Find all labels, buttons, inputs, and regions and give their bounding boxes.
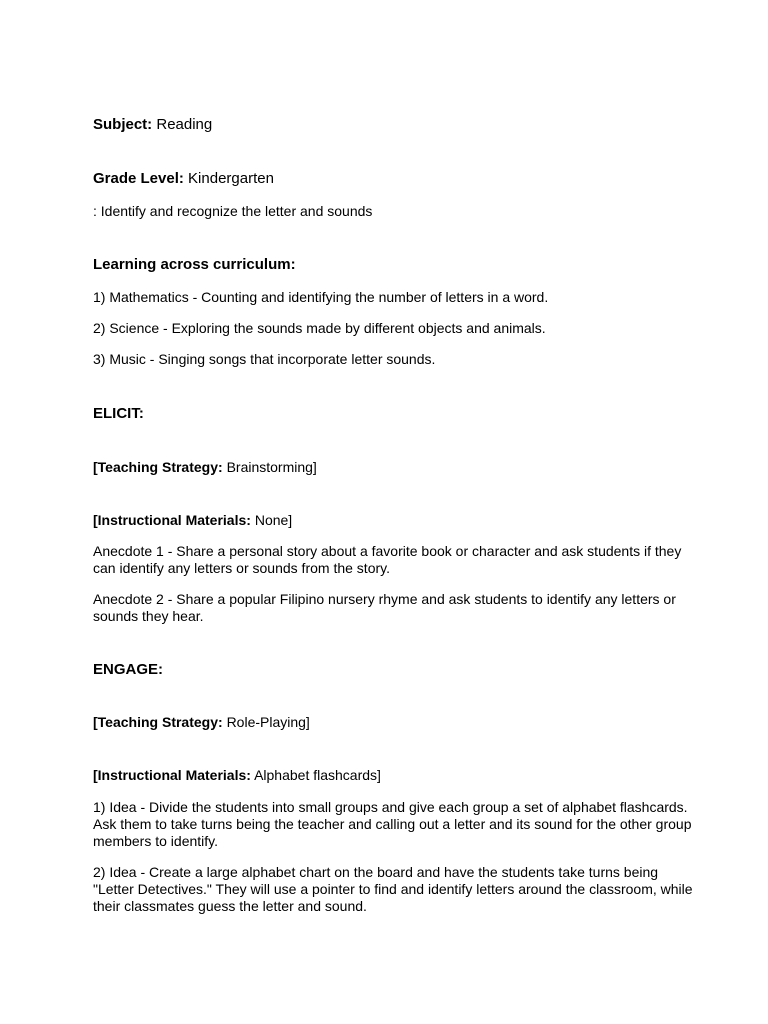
elicit-materials-line — [93, 513, 292, 527]
engage-strategy-label: Teaching Strategy: — [97, 714, 223, 730]
elicit-materials-value: None] — [254, 512, 293, 528]
engage-heading — [93, 662, 163, 677]
engage-materials-value: Alphabet flashcards] — [254, 767, 381, 783]
elicit-materials-bracket: [ — [93, 512, 98, 528]
grade-level-line — [93, 171, 274, 186]
elicit-strategy-label: Teaching Strategy: — [97, 459, 223, 475]
subject-label: Subject: — [93, 116, 153, 133]
grade-level-value: Kindergarten — [188, 170, 274, 187]
engage-strategy-bracket: [ — [93, 714, 98, 730]
learning-across-heading-text: Learning across curriculum: — [93, 256, 296, 273]
subject-value: Reading — [156, 116, 213, 133]
subject-line — [93, 117, 212, 132]
elicit-heading-text: ELICIT: — [93, 405, 144, 422]
engage-materials-bracket: [ — [93, 767, 98, 783]
engage-materials-line — [93, 768, 381, 782]
engage-materials-label: Instructional Materials: — [97, 767, 251, 783]
engage-strategy-value: Role-Playing] — [226, 714, 310, 730]
idea-paragraph: 1) Idea - Divide the students into small groups and give each group a set of alphabet flashcards. Ask them to take turns being the teacher and calling out a letter and its sound for the other group members to identify. — [93, 799, 692, 849]
curriculum-item: 3) Music - Singing songs that incorporate letter sounds. — [93, 351, 436, 367]
curriculum-item: 2) Science - Exploring the sounds made by different objects and animals. — [93, 320, 546, 336]
elicit-strategy-line — [93, 460, 317, 474]
learning-across-heading — [93, 257, 296, 272]
elicit-materials-label: Instructional Materials: — [97, 512, 251, 528]
engage-strategy-line — [93, 715, 310, 729]
anecdote-paragraph: Anecdote 1 - Share a personal story about a favorite book or character and ask students if they can identify any letters or sounds from the story. — [93, 543, 682, 576]
objective-line: : Identify and recognize the letter and sounds — [93, 203, 373, 219]
elicit-heading — [93, 406, 144, 421]
idea-paragraph: 2) Idea - Create a large alphabet chart on the board and have the students take turns being "Letter Detectives." They will use a pointer to find and identify letters around the classroom, while their classmates guess the letter and sound. — [93, 864, 693, 914]
elicit-strategy-bracket: [ — [93, 459, 98, 475]
curriculum-item: 1) Mathematics - Counting and identifying the number of letters in a word. — [93, 289, 549, 305]
elicit-strategy-value: Brainstorming] — [226, 459, 317, 475]
anecdote-paragraph: Anecdote 2 - Share a popular Filipino nursery rhyme and ask students to identify any letters or sounds they hear. — [93, 591, 676, 624]
grade-level-label: Grade Level: — [93, 170, 184, 187]
engage-heading-text: ENGAGE: — [93, 661, 164, 678]
